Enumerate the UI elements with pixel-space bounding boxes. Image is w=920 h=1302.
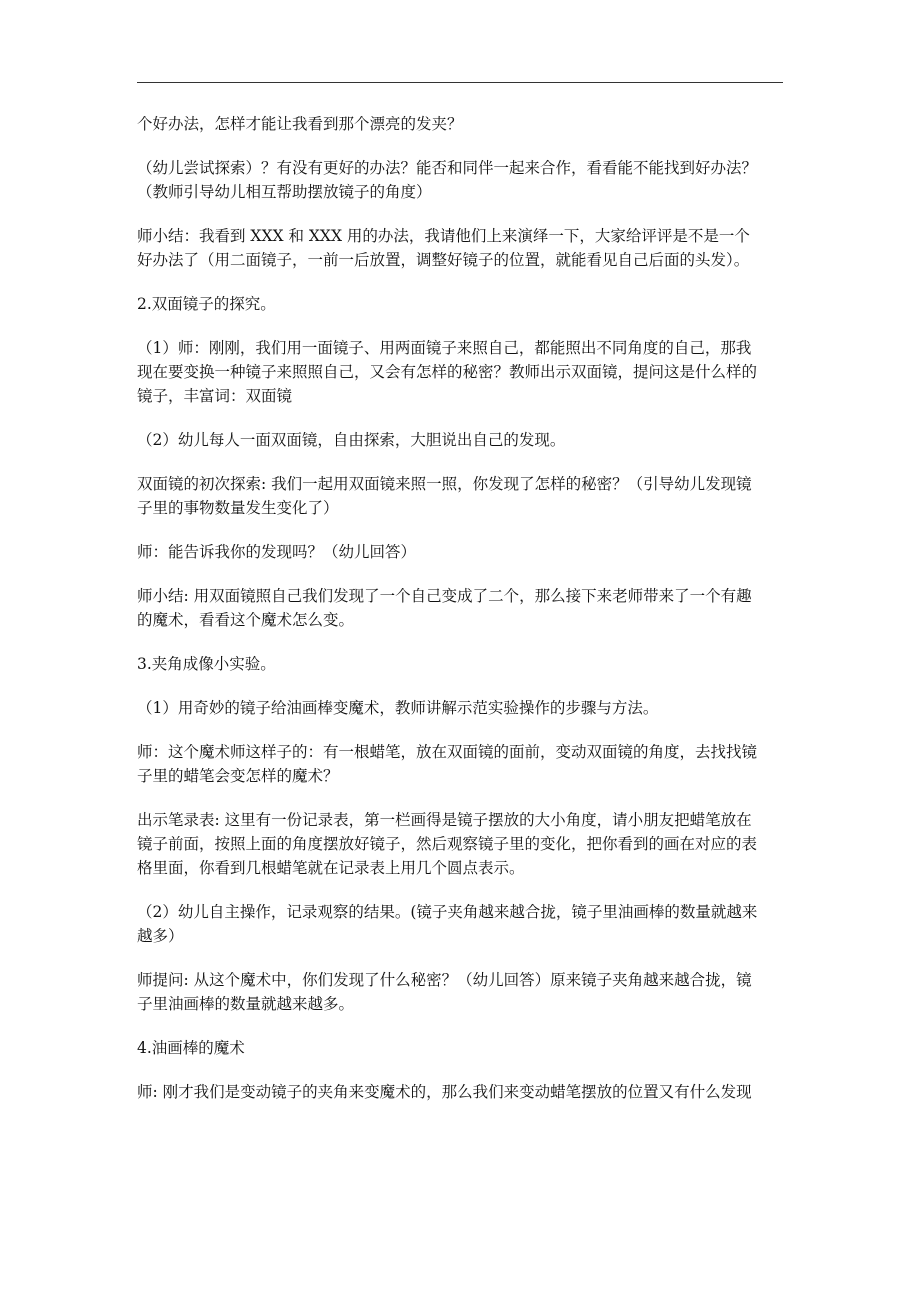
paragraph-line: 格里面，你看到几根蜡笔就在记录表上用几个圆点表示。 [137, 859, 525, 877]
paragraph [137, 584, 789, 632]
paragraph-line: 师小结: 用双面镜照自己我们发现了一个自己变成了二个，那么接下来老师带来了一个有趣 [137, 587, 752, 605]
paragraph [137, 1080, 789, 1104]
paragraph-line: 出示笔录表: 这里有一份记录表，第一栏画得是镜子摆放的大小角度，请小朋友把蜡笔放在 [137, 811, 752, 829]
paragraph-line: 子里的蜡笔会变怎样的魔术？ [137, 767, 339, 785]
paragraph [137, 224, 789, 272]
paragraph-line: （1）师：刚刚，我们用一面镜子、用两面镜子来照自己，都能照出不同角度的自己，那我 [137, 339, 752, 357]
paragraph [137, 808, 789, 880]
paragraph [137, 740, 789, 788]
paragraph [137, 968, 789, 1016]
paragraph-line: （2）幼儿每人一面双面镜，自由探索，大胆说出自己的发现。 [137, 431, 566, 449]
paragraph-line: 师：能告诉我你的发现吗？（幼儿回答） [137, 543, 417, 561]
paragraph [137, 1036, 789, 1060]
paragraph-line: 师小结：我看到 XXX 和 XXX 用的办法，我请他们上来演绎一下，大家给评评是不是一个 [137, 227, 750, 245]
paragraph [137, 156, 789, 204]
document-body [137, 112, 789, 1124]
paragraph-line: 子里的事物数量发生变化了） [137, 499, 339, 517]
header-rule [137, 82, 783, 83]
paragraph-line: 师：这个魔术师这样子的：有一根蜡笔，放在双面镜的面前，变动双面镜的角度，去找找镜 [137, 743, 758, 761]
paragraph [137, 112, 789, 136]
paragraph-line: 镜子，丰富词：双面镜 [137, 387, 293, 405]
paragraph [137, 292, 789, 316]
paragraph-line: 现在要变换一种镜子来照照自己，又会有怎样的秘密？教师出示双面镜，提问这是什么样的 [137, 363, 758, 381]
paragraph [137, 336, 789, 408]
paragraph [137, 696, 789, 720]
paragraph-line: （教师引导幼儿相互帮助摆放镜子的角度） [137, 183, 432, 201]
paragraph-line: 3.夹角成像小实验。 [137, 655, 276, 673]
paragraph-line: 师提问: 从这个魔术中，你们发现了什么秘密？（幼儿回答）原来镜子夹角越来越合拢，镜 [137, 971, 752, 989]
paragraph [137, 472, 789, 520]
paragraph [137, 428, 789, 452]
paragraph-line: 越多） [137, 927, 184, 945]
paragraph-line: 子里油画棒的数量就越来越多。 [137, 995, 355, 1013]
paragraph-line: 好办法了（用二面镜子，一前一后放置，调整好镜子的位置，就能看见自己后面的头发）。 [137, 251, 750, 269]
paragraph-line: 镜子前面，按照上面的角度摆放好镜子，然后观察镜子里的变化，把你看到的画在对应的表 [137, 835, 758, 853]
paragraph-line: 师: 刚才我们是变动镜子的夹角来变魔术的，那么我们来变动蜡笔摆放的位置又有什么发现 [137, 1083, 752, 1101]
paragraph-line: 的魔术，看看这个魔术怎么变。 [137, 611, 355, 629]
paragraph-line: 个好办法，怎样才能让我看到那个漂亮的发夹？ [137, 115, 463, 133]
paragraph-line: 4.油画棒的魔术 [137, 1039, 245, 1057]
paragraph-line: 双面镜的初次探索: 我们一起用双面镜来照一照，你发现了怎样的秘密？（引导幼儿发现镜 [137, 475, 752, 493]
paragraph [137, 900, 789, 948]
paragraph [137, 540, 789, 564]
paragraph-line: （1）用奇妙的镜子给油画棒变魔术，教师讲解示范实验操作的步骤与方法。 [137, 699, 659, 717]
paragraph [137, 652, 789, 676]
paragraph-line: （2）幼儿自主操作，记录观察的结果。(镜子夹角越来越合拢，镜子里油画棒的数量就越来 [137, 903, 758, 921]
paragraph-line: 2.双面镜子的探究。 [137, 295, 276, 313]
paragraph-line: （幼儿尝试探索）？有没有更好的办法？能否和同伴一起来合作，看看能不能找到好办法？ [137, 159, 758, 177]
